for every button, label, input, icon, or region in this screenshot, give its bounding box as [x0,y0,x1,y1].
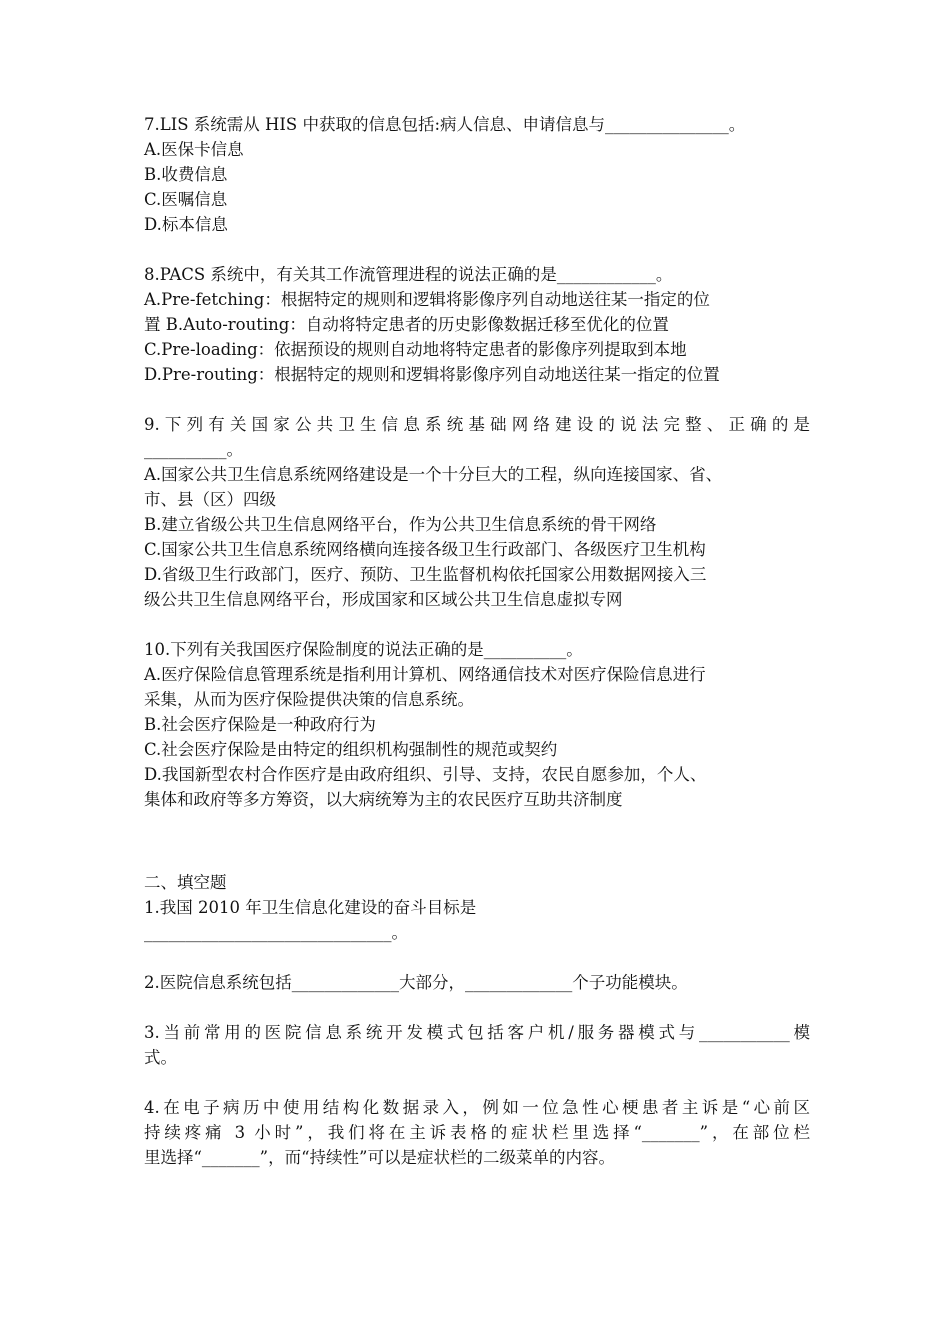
fill-4-cont-2: 里选择“_______”，而“持续性”可以是症状栏的二级菜单的内容。 [144,1148,615,1167]
question-7-stem: 7.LIS 系统需从 HIS 中获取的信息包括:病人信息、申请信息与_______________。 [144,115,746,134]
question-7-option-b: B.收费信息 [144,165,228,184]
question-9-blank: __________。 [144,440,243,459]
question-10-option-b: B.社会医疗保险是一种政府行为 [144,715,376,734]
section-fill-in [144,870,810,945]
question-8-option-a: A.Pre-fetching：根据特定的规则和逻辑将影像序列自动地送往某一指定的位 [144,290,710,309]
spacer [144,812,810,870]
question-7 [144,112,810,237]
fill-4-cont-1: 持续疼痛 3 小时”，我们将在主诉表格的症状栏里选择“_______”，在部位栏 [144,1123,810,1142]
spacer [144,237,810,262]
fill-4-stem: 4.在电子病历中使用结构化数据录入，例如一位急性心梗患者主诉是“心前区 [144,1098,810,1117]
question-9-option-a: A.国家公共卫生信息系统网络建设是一个十分巨大的工程，纵向连接国家、省、 [144,465,723,484]
fill-3 [144,1020,810,1070]
spacer [144,1070,810,1095]
fill-3-stem: 3.当前常用的医院信息系统开发模式包括客户机/服务器模式与___________模 [144,1023,810,1042]
question-9-option-d: D.省级卫生行政部门，医疗、预防、卫生监督机构依托国家公用数据网接入三 [144,565,707,584]
question-8-option-c: C.Pre-loading：依据预设的规则自动地将特定患者的影像序列提取到本地 [144,340,687,359]
spacer [144,945,810,970]
question-9-option-d-cont: 级公共卫生信息网络平台，形成国家和区域公共卫生信息虚拟专网 [144,590,623,609]
fill-1-blank: ______________________________。 [144,923,408,942]
question-8 [144,262,810,387]
spacer [144,387,810,412]
question-10-option-d-cont: 集体和政府等多方筹资，以大病统筹为主的农民医疗互助共济制度 [144,790,623,809]
spacer [144,612,810,637]
question-8-option-d: D.Pre-routing：根据特定的规则和逻辑将影像序列自动地送往某一指定的位置 [144,365,720,384]
question-9-option-c: C.国家公共卫生信息系统网络横向连接各级卫生行政部门、各级医疗卫生机构 [144,540,706,559]
fill-1-stem: 1.我国 2010 年卫生信息化建设的奋斗目标是 [144,898,477,917]
question-10 [144,637,810,812]
question-10-option-a: A.医疗保险信息管理系统是指利用计算机、网络通信技术对医疗保险信息进行 [144,665,706,684]
question-10-stem: 10.下列有关我国医疗保险制度的说法正确的是__________。 [144,640,583,659]
question-10-option-c: C.社会医疗保险是由特定的组织机构强制性的规范或契约 [144,740,558,759]
fill-4 [144,1095,810,1170]
fill-2 [144,970,810,995]
question-9-stem: 9.下列有关国家公共卫生信息系统基础网络建设的说法完整、正确的是 [144,415,810,434]
question-7-option-a: A.医保卡信息 [144,140,244,159]
question-10-option-d: D.我国新型农村合作医疗是由政府组织、引导、支持，农民自愿参加，个人、 [144,765,707,784]
question-10-option-a-cont: 采集，从而为医疗保险提供决策的信息系统。 [144,690,474,709]
fill-3-cont: 式。 [144,1048,177,1067]
question-9-option-b: B.建立省级公共卫生信息网络平台，作为公共卫生信息系统的骨干网络 [144,515,657,534]
spacer [144,995,810,1020]
section-title: 二、填空题 [144,873,227,892]
fill-2-stem: 2.医院信息系统包括_____________大部分，_____________个子功能模块。 [144,973,688,992]
question-9-option-a-cont: 市、县（区）四级 [144,490,276,509]
question-8-option-b: 置 B.Auto-routing：自动将特定患者的历史影像数据迁移至优化的位置 [144,315,669,334]
question-8-stem: 8.PACS 系统中，有关其工作流管理进程的说法正确的是____________。 [144,265,673,284]
question-7-option-d: D.标本信息 [144,215,228,234]
question-9 [144,412,810,612]
question-7-option-c: C.医嘱信息 [144,190,228,209]
